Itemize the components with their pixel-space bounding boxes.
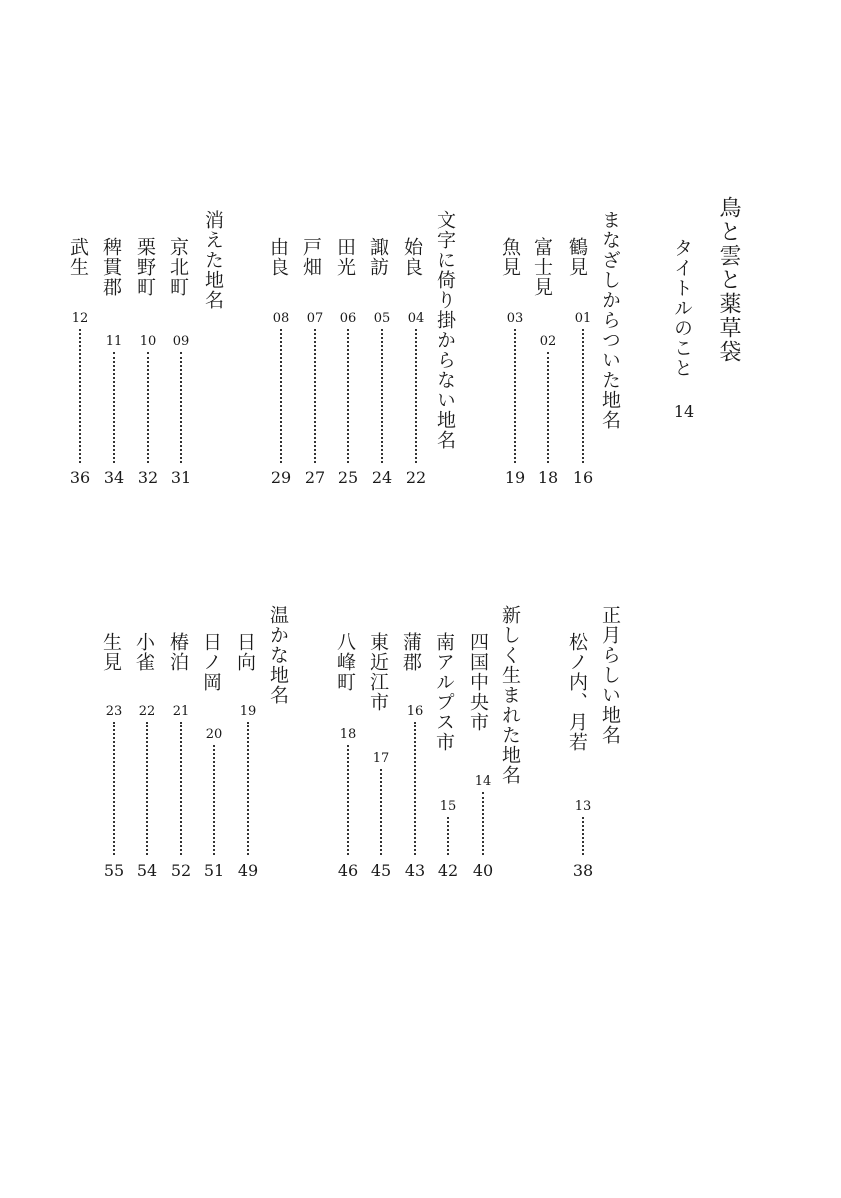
entry-name: 小雀 [133,632,155,672]
entry-number: 20 [205,727,223,742]
entry-number: 13 [574,799,592,814]
entry-number: 12 [71,311,89,326]
entry-name: 鶴見 [566,237,588,277]
leader-dots [314,329,316,463]
entry-number: 18 [339,727,357,742]
entry-name: 日向 [234,632,256,672]
entry-page: 49 [237,861,259,880]
leader-dots [381,329,383,463]
entry-page: 45 [370,861,392,880]
entry-name: 松ノ内、月若 [566,632,588,752]
entry-page: 16 [572,468,594,487]
entry-page: 54 [136,861,158,880]
entry-page: 51 [203,861,225,880]
leader-dots [213,745,215,855]
entry-name: 日ノ岡 [200,632,222,692]
entry-name: 武生 [67,237,89,277]
entry-number: 07 [306,311,324,326]
entry-name: 椿泊 [167,632,189,672]
entry-number: 10 [139,334,157,349]
entry-name: 始良 [401,237,423,277]
section-title-warm: 温かな地名 [267,605,289,705]
entry-name: 由良 [267,237,289,277]
entry-number: 21 [172,704,190,719]
entry-page: 25 [337,468,359,487]
entry-page: 27 [304,468,326,487]
entry-number: 19 [239,704,257,719]
entry-name: 戸畑 [300,237,322,277]
leader-dots [547,352,549,463]
leader-dots [180,352,182,463]
leader-dots [582,817,584,855]
entry-page: 19 [504,468,526,487]
entry-name: 富士見 [531,237,553,297]
entry-name: 諏訪 [367,237,389,277]
entry-page: 34 [103,468,125,487]
entry-name: 蒲郡 [400,632,422,672]
entry-page: 42 [437,861,459,880]
entry-number: 08 [272,311,290,326]
leader-dots [414,722,416,855]
leader-dots [482,792,484,855]
about-title-page: 14 [673,402,695,421]
leader-dots [180,722,182,855]
section-title-not-relying-on-letters: 文字に倚り掛からない地名 [434,210,456,450]
entry-name: 京北町 [167,237,189,297]
leader-dots [447,817,449,855]
leader-dots [582,329,584,463]
section-title-newly-born: 新しく生まれた地名 [499,605,521,785]
entry-name: 魚見 [499,237,521,277]
entry-number: 06 [339,311,357,326]
entry-page: 22 [405,468,427,487]
leader-dots [79,329,81,463]
entry-number: 03 [506,311,524,326]
leader-dots [247,722,249,855]
entry-number: 02 [539,334,557,349]
about-title-label: タイトルのこと [671,238,693,378]
entry-name: 南アルプス市 [433,632,455,752]
entry-name: 栗野町 [134,237,156,297]
section-title-vanished: 消えた地名 [202,210,224,310]
entry-number: 23 [105,704,123,719]
entry-number: 09 [172,334,190,349]
leader-dots [147,352,149,463]
entry-page: 29 [270,468,292,487]
entry-page: 18 [537,468,559,487]
entry-number: 17 [372,751,390,766]
entry-name: 生見 [100,632,122,672]
entry-page: 46 [337,861,359,880]
entry-number: 16 [406,704,424,719]
leader-dots [146,722,148,855]
section-title-new-year: 正月らしい地名 [599,605,621,745]
entry-number: 15 [439,799,457,814]
entry-page: 31 [170,468,192,487]
entry-page: 55 [103,861,125,880]
entry-number: 05 [373,311,391,326]
book-title: 鳥と雲と薬草袋 [716,196,741,364]
entry-name: 東近江市 [367,632,389,712]
entry-page: 52 [170,861,192,880]
leader-dots [113,722,115,855]
leader-dots [113,352,115,463]
entry-page: 36 [69,468,91,487]
entry-name: 稗貫郡 [100,237,122,297]
entry-name: 八峰町 [334,632,356,692]
section-title-gaze: まなざしからついた地名 [599,210,621,430]
leader-dots [380,769,382,855]
entry-number: 11 [105,334,123,349]
entry-page: 32 [137,468,159,487]
entry-number: 22 [138,704,156,719]
entry-page: 38 [572,861,594,880]
leader-dots [514,329,516,463]
leader-dots [347,329,349,463]
entry-name: 四国中央市 [467,632,489,732]
entry-number: 04 [407,311,425,326]
entry-number: 01 [574,311,592,326]
entry-number: 14 [474,774,492,789]
entry-page: 40 [472,861,494,880]
entry-page: 43 [404,861,426,880]
leader-dots [415,329,417,463]
leader-dots [280,329,282,463]
leader-dots [347,745,349,855]
entry-page: 24 [371,468,393,487]
entry-name: 田光 [334,237,356,277]
